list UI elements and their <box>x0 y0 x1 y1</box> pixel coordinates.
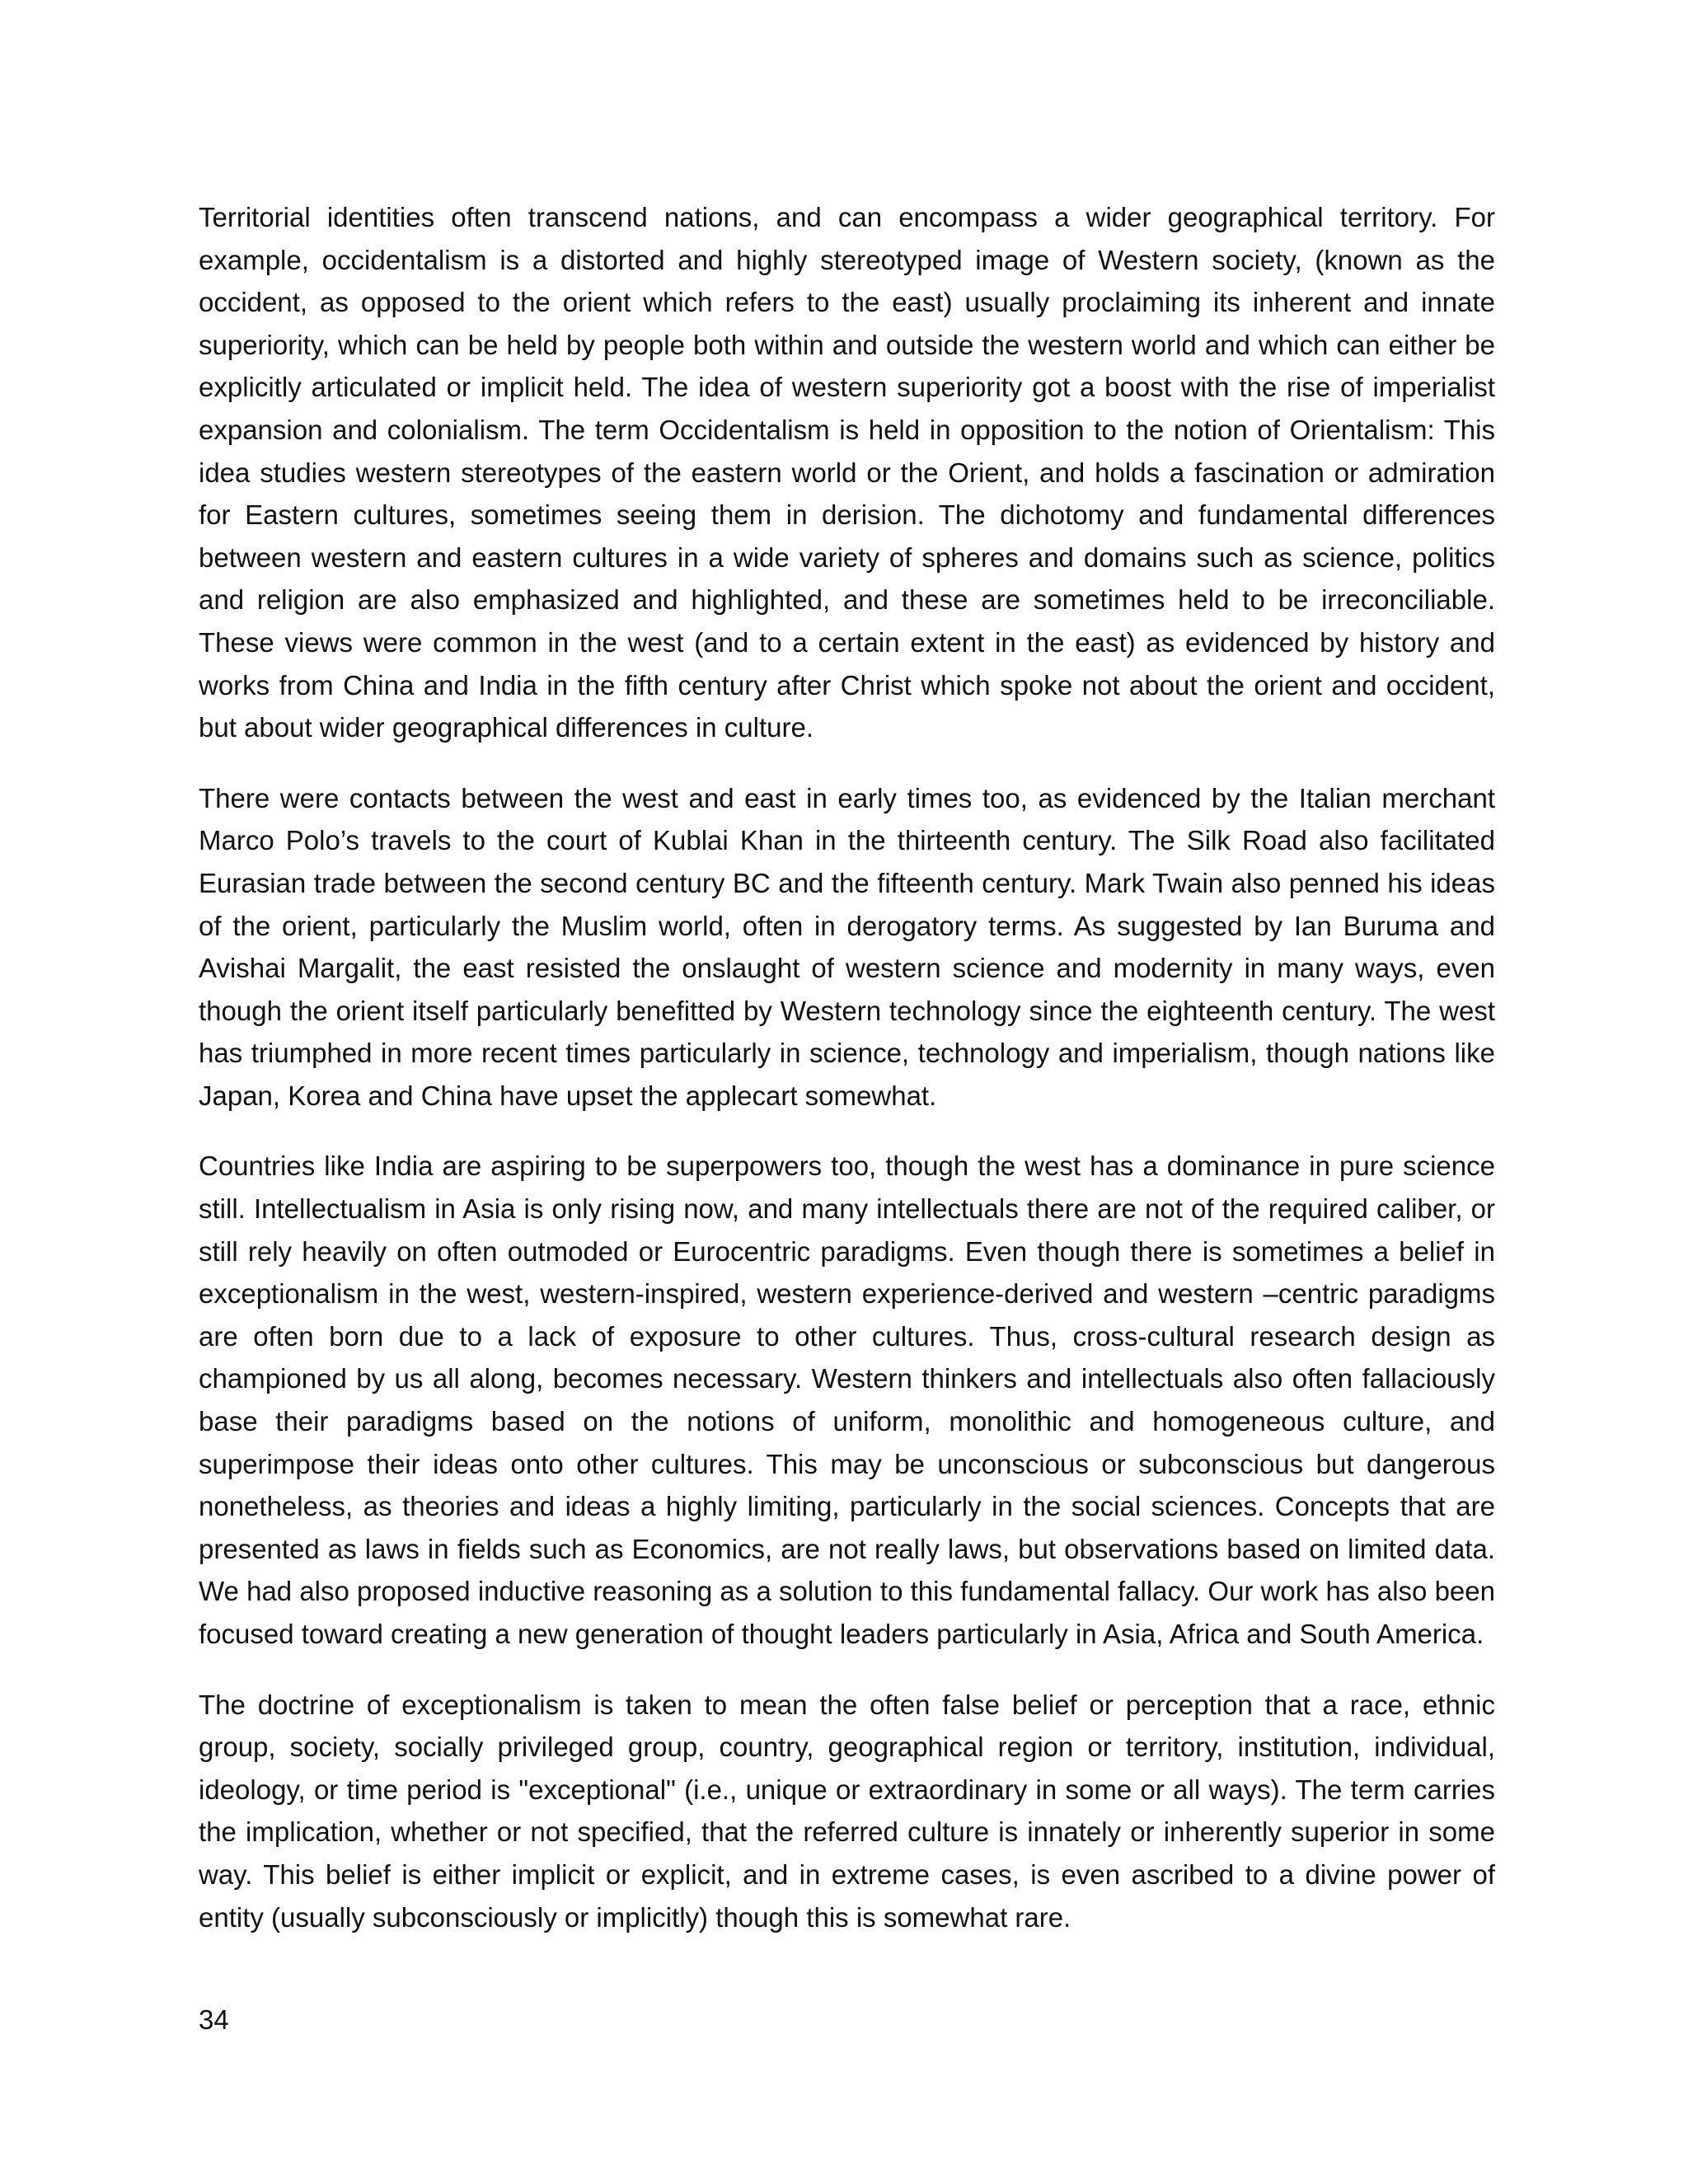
body-text <box>199 196 1495 1966</box>
paragraph: The doctrine of exceptionalism is taken to mean the often false belief or perception that a race, ethnic group, society, socially privileged group, country, geographical region or territory, institution, individual, ideology, or time period is "exceptional" (i.e., unique or extraordinary in some or all ways). The term carries the implication, whether or not specified, that the referred culture is innately or inherently superior in some way. This belief is either implicit or explicit, and in extreme cases, is even ascribed to a divine power of entity (usually subconsciously or implicitly) though this is somewhat rare. <box>199 1689 1495 1933</box>
paragraph: Territorial identities often transcend nations, and can encompass a wider geographical territory. For example, occidentalism is a distorted and highly stereotyped image of Western society, (known as the occident, as opposed to the orient which refers to the east) usually proclaiming its inherent and innate superiority, which can be held by people both within and outside the western world and which can either be explicitly articulated or implicit held. The idea of western superiority got a boost with the rise of imperialist expansion and colonialism. The term Occidentalism is held in opposition to the notion of Orientalism: This idea studies western stereotypes of the eastern world or the Orient, and holds a fascination or admiration for Eastern cultures, sometimes seeing them in derision. The dichotomy and fundamental differences between western and eastern cultures in a wide variety of spheres and domains such as science, politics and religion are also emphasized and highlighted, and these are sometimes held to be irreconciliable. These views were common in the west (and to a certain extent in the east) as evidenced by history and works from China and India in the fifth century after Christ which spoke not about the orient and occident, but about wider geographical differences in culture. <box>199 202 1495 743</box>
paragraph: Countries like India are aspiring to be superpowers too, though the west has a dominance in pure science still. Intellectualism in Asia is only rising now, and many intellectuals there are not of the required caliber, or still rely heavily on often outmoded or Eurocentric paradigms. Even though there is sometimes a belief in exceptionalism in the west, western-inspired, western experience-derived and western –centric paradigms are often born due to a lack of exposure to other cultures. Thus, cross-cultural research design as championed by us all along, becomes necessary. Western thinkers and intellectuals also often fallaciously base their paradigms based on the notions of uniform, monolithic and homogeneous culture, and superimpose their ideas onto other cultures. This may be unconscious or subconscious but dangerous nonetheless, as theories and ideas a highly limiting, particularly in the social sciences. Concepts that are presented as laws in fields such as Economics, are not really laws, but observations based on limited data. We had also proposed inductive reasoning as a solution to this fundamental fallacy. Our work has also been focused toward creating a new generation of thought leaders particularly in Asia, Africa and South America. <box>199 1151 1495 1649</box>
paragraph: There were contacts between the west and east in early times too, as evidenced by the Italian merchant Marco Polo’s travels to the court of Kublai Khan in the thirteenth century. The Silk Road also facilitated Eurasian trade between the second century BC and the fifteenth century. Mark Twain also penned his ideas of the orient, particularly the Muslim world, often in derogatory terms. As suggested by Ian Buruma and Avishai Margalit, the east resisted the onslaught of western science and modernity in many ways, even though the orient itself particularly benefitted by Western technology since the eighteenth century. The west has triumphed in more recent times particularly in science, technology and imperialism, though nations like Japan, Korea and China have upset the applecart somewhat. <box>199 782 1495 1111</box>
page-number: 34 <box>199 2004 229 2035</box>
